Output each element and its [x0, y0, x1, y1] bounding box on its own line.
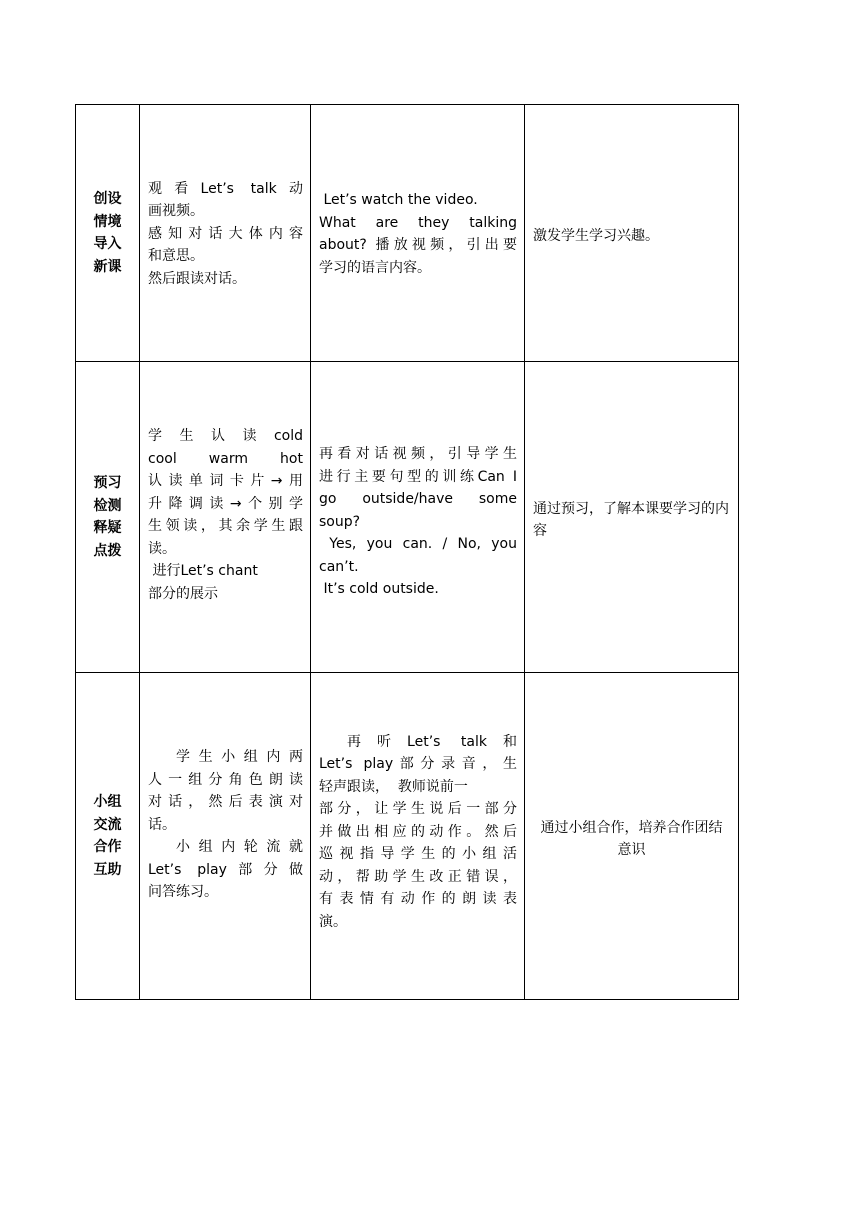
student-line: 生领读，其余学生跟 [148, 518, 303, 534]
student-line: 感知对话大体内容 [148, 225, 303, 242]
lesson-plan-table [75, 104, 739, 1000]
table-row [76, 105, 739, 362]
teacher-activity-cell [311, 673, 525, 1000]
table-row [76, 362, 739, 673]
teacher-line: 有表情有动作的朗读表 [319, 891, 517, 908]
teacher-line: 学习的语言内容。 [319, 259, 431, 276]
student-line: 认读单词卡片→用 [148, 473, 303, 489]
stage-cell [76, 362, 140, 673]
intent-cell [525, 362, 739, 673]
student-line: Let’s play部分做 [148, 861, 303, 878]
teacher-line: 再看对话视频，引导学生 [319, 446, 517, 463]
teacher-line: 巡视指导学生的小组活 [319, 846, 517, 863]
student-line: 小组内轮流就 [176, 839, 303, 856]
student-line: 读。 [148, 540, 176, 557]
teacher-line: soup? [319, 513, 361, 530]
teacher-line: It’s cold outside. [319, 581, 439, 598]
teacher-activity-cell [311, 105, 525, 362]
teacher-line: 轻声跟读， 教师说前一 [319, 778, 468, 795]
teacher-line: 并做出相应的动作。然后 [319, 823, 517, 840]
table-row [76, 673, 739, 1000]
student-line: 人一组分角色朗读 [148, 771, 303, 788]
teacher-line: go outside/have some [319, 491, 517, 508]
stage-label: 小组交流合作互助 [93, 794, 122, 878]
teacher-line: 演。 [319, 913, 347, 930]
student-line: 部分的展示 [148, 585, 218, 602]
stage-cell [76, 105, 140, 362]
intent-cell [525, 105, 739, 362]
teacher-line: What are they talking [319, 214, 517, 231]
intent-text: 通过小组合作，培养合作团结意识 [540, 819, 723, 858]
teacher-activity-cell [311, 362, 525, 673]
teacher-line: 进行主要句型的训练Can I [319, 468, 517, 485]
intent-text: 通过预习，了解本课要学习的内容 [533, 500, 729, 539]
teacher-line: Let’s watch the video. [319, 192, 478, 208]
student-line: cool warm hot [148, 450, 303, 467]
student-line: 然后跟读对话。 [148, 270, 246, 287]
intent-text: 激发学生学习兴趣。 [533, 227, 659, 244]
student-line: 升降调读→个别学 [148, 495, 303, 512]
student-activity-cell [140, 673, 311, 1000]
teacher-line: 再听Let’s talk和 [347, 733, 517, 750]
teacher-line: can’t. [319, 558, 359, 575]
student-line: 画视频。 [148, 203, 204, 220]
stage-cell [76, 673, 140, 1000]
teacher-line: 动，帮助学生改正错误， [319, 868, 517, 885]
student-activity-cell [140, 105, 311, 362]
student-line: 和意思。 [148, 248, 204, 265]
stage-label: 预习检测释疑点拨 [93, 475, 122, 559]
student-line: 观看Let’s talk动 [148, 180, 303, 197]
student-line: 对话，然后表演对 [148, 794, 303, 811]
student-line: 进行Let’s chant [148, 563, 258, 579]
teacher-line: 部分，让学生说后一部分 [319, 801, 517, 818]
student-activity-cell [140, 362, 311, 673]
stage-label: 创设情境导入新课 [93, 191, 122, 275]
teacher-line: about? 播放视频，引出要 [319, 237, 517, 253]
student-line: 学生小组内两 [176, 749, 303, 766]
intent-cell [525, 673, 739, 1000]
teacher-line: Yes, you can. / No, you [319, 536, 517, 553]
student-line: 话。 [148, 816, 176, 833]
student-line: 学 生 认 读 cold [148, 428, 303, 444]
student-line: 问答练习。 [148, 884, 218, 901]
teacher-line: Let’s play部分录音，生 [319, 756, 517, 773]
